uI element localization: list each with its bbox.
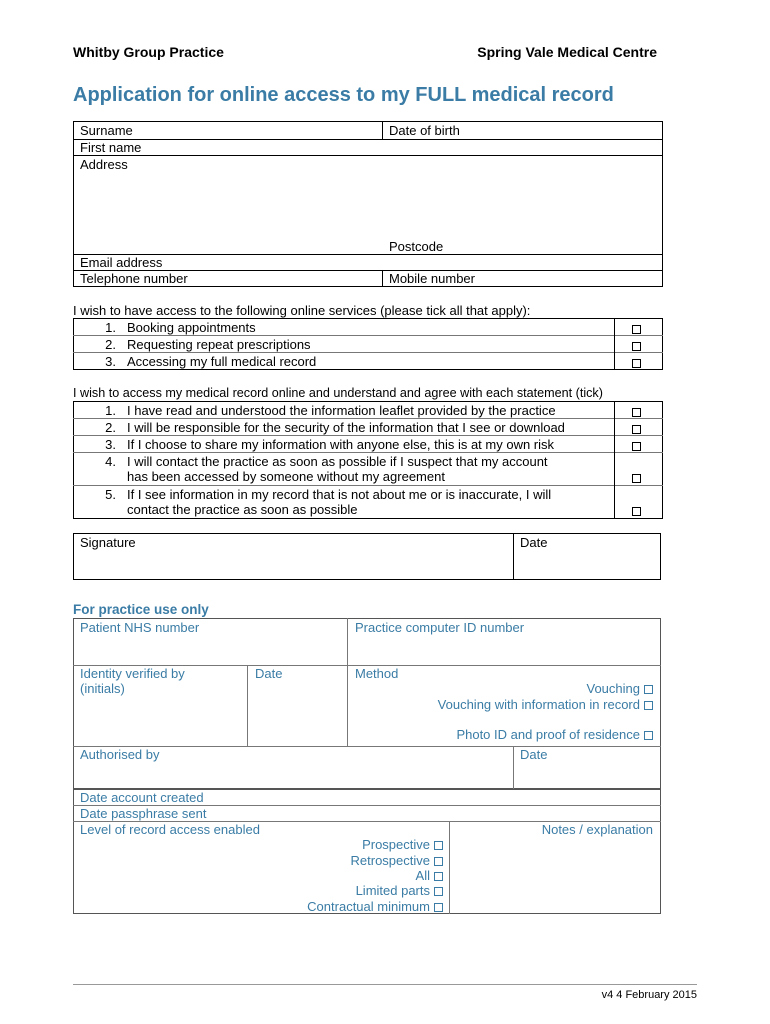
access-retrospective [351, 853, 443, 868]
signature-table [73, 533, 661, 580]
item-text: Accessing my full medical record [127, 354, 317, 369]
passphrase-sent-field[interactable]: Date passphrase sent [80, 806, 207, 821]
checkbox-icon[interactable] [632, 503, 641, 518]
checkbox-icon[interactable] [632, 470, 641, 485]
item-text: has been accessed by someone without my agreement [127, 469, 445, 484]
first-name-field[interactable]: First name [80, 140, 142, 155]
checkbox-icon[interactable] [644, 731, 653, 740]
postcode-field[interactable]: Postcode [389, 239, 444, 254]
option-label: All [415, 868, 430, 883]
computer-id-field[interactable]: Practice computer ID number [355, 620, 525, 635]
statements-intro: I wish to access my medical record online and understand and agree with each statement (tick) [73, 386, 603, 400]
checkbox-icon[interactable] [632, 338, 641, 353]
divider [347, 618, 348, 665]
checkbox-icon[interactable] [434, 903, 443, 912]
services-intro: I wish to have access to the following online services (please tick all that apply): [73, 303, 531, 318]
address-field[interactable]: Address [80, 157, 128, 172]
access-prospective [362, 837, 443, 852]
divider [73, 746, 661, 747]
checkbox-icon[interactable] [632, 321, 641, 336]
mobile-field[interactable]: Mobile number [389, 271, 475, 286]
item-number: 5. [105, 487, 116, 502]
item-text: I will contact the practice as soon as possible if I suspect that my account [127, 454, 548, 469]
checkbox-icon[interactable] [434, 887, 443, 896]
dob-field[interactable]: Date of birth [389, 123, 460, 138]
divider [73, 352, 663, 353]
checkbox-icon[interactable] [632, 355, 641, 370]
account-created-field[interactable]: Date account created [80, 790, 204, 805]
divider [73, 418, 663, 419]
authorised-date-field[interactable]: Date [520, 747, 548, 762]
item-text: I will be responsible for the security of the information that I see or download [127, 420, 565, 435]
item-text: If I see information in my record that is not about me or is inaccurate, I will [127, 487, 552, 502]
option-label: Photo ID and proof of residence [456, 727, 640, 742]
access-limited [356, 883, 443, 898]
divider [73, 435, 663, 436]
item-number: 3. [105, 354, 116, 369]
divider [449, 821, 450, 914]
option-label: Retrospective [350, 853, 430, 868]
divider [614, 401, 615, 519]
surname-field[interactable]: Surname [80, 123, 133, 138]
divider [347, 665, 348, 746]
practice-name-right: Spring Vale Medical Centre [477, 44, 657, 60]
divider [73, 335, 663, 336]
signature-field[interactable]: Signature [80, 535, 136, 550]
item-text: Booking appointments [127, 320, 256, 335]
option-label: Vouching [586, 681, 640, 696]
page-title: Application for online access to my FULL medical record [73, 84, 614, 106]
access-all [416, 868, 443, 883]
item-number: 1. [105, 403, 116, 418]
item-text: If I choose to share my information with anyone else, this is at my own risk [127, 437, 555, 452]
item-number: 2. [105, 337, 116, 352]
option-label: Prospective [362, 837, 430, 852]
item-number: 4. [105, 454, 116, 469]
divider [513, 533, 514, 580]
notes-field[interactable]: Notes / explanation [541, 822, 653, 837]
access-level-label: Level of record access enabled [80, 822, 260, 837]
method-label: Method [355, 666, 399, 681]
email-field[interactable]: Email address [80, 255, 163, 270]
option-label: Vouching with information in record [437, 697, 640, 712]
access-contractual [307, 899, 443, 914]
divider [513, 746, 514, 789]
item-text: Requesting repeat prescriptions [127, 337, 311, 352]
item-number: 1. [105, 320, 116, 335]
checkbox-icon[interactable] [632, 404, 641, 419]
checkbox-icon[interactable] [434, 872, 443, 881]
signature-date-field[interactable]: Date [520, 535, 548, 550]
item-number: 3. [105, 437, 116, 452]
nhs-number-field[interactable]: Patient NHS number [80, 620, 200, 635]
checkbox-icon[interactable] [632, 438, 641, 453]
method-photo-id [456, 727, 653, 742]
item-text: contact the practice as soon as possible [127, 502, 358, 517]
checkbox-icon[interactable] [644, 701, 653, 710]
checkbox-icon[interactable] [434, 857, 443, 866]
divider [247, 665, 248, 746]
identity-verified-initials[interactable]: (initials) [80, 681, 125, 696]
checkbox-icon[interactable] [434, 841, 443, 850]
divider [382, 121, 383, 139]
method-vouching [587, 681, 654, 696]
option-label: Limited parts [355, 883, 430, 898]
item-number: 2. [105, 420, 116, 435]
option-label: Contractual minimum [307, 899, 430, 914]
divider [73, 139, 663, 140]
checkbox-icon[interactable] [632, 421, 641, 436]
practice-name-left: Whitby Group Practice [73, 44, 224, 60]
divider [614, 318, 615, 370]
authorised-by-field[interactable]: Authorised by [80, 747, 160, 762]
practice-use-heading: For practice use only [73, 602, 209, 617]
footer-rule [73, 984, 697, 985]
identity-verified-label: Identity verified by [80, 666, 185, 681]
telephone-field[interactable]: Telephone number [80, 271, 188, 286]
divider [73, 452, 663, 453]
divider [382, 270, 383, 287]
verification-date-field[interactable]: Date [255, 666, 283, 681]
divider [73, 155, 663, 156]
divider [73, 485, 663, 486]
checkbox-icon[interactable] [644, 685, 653, 694]
version-footer: v4 4 February 2015 [601, 989, 697, 1001]
item-text: I have read and understood the information leaflet provided by the practice [127, 403, 556, 418]
method-vouching-info [438, 697, 653, 712]
